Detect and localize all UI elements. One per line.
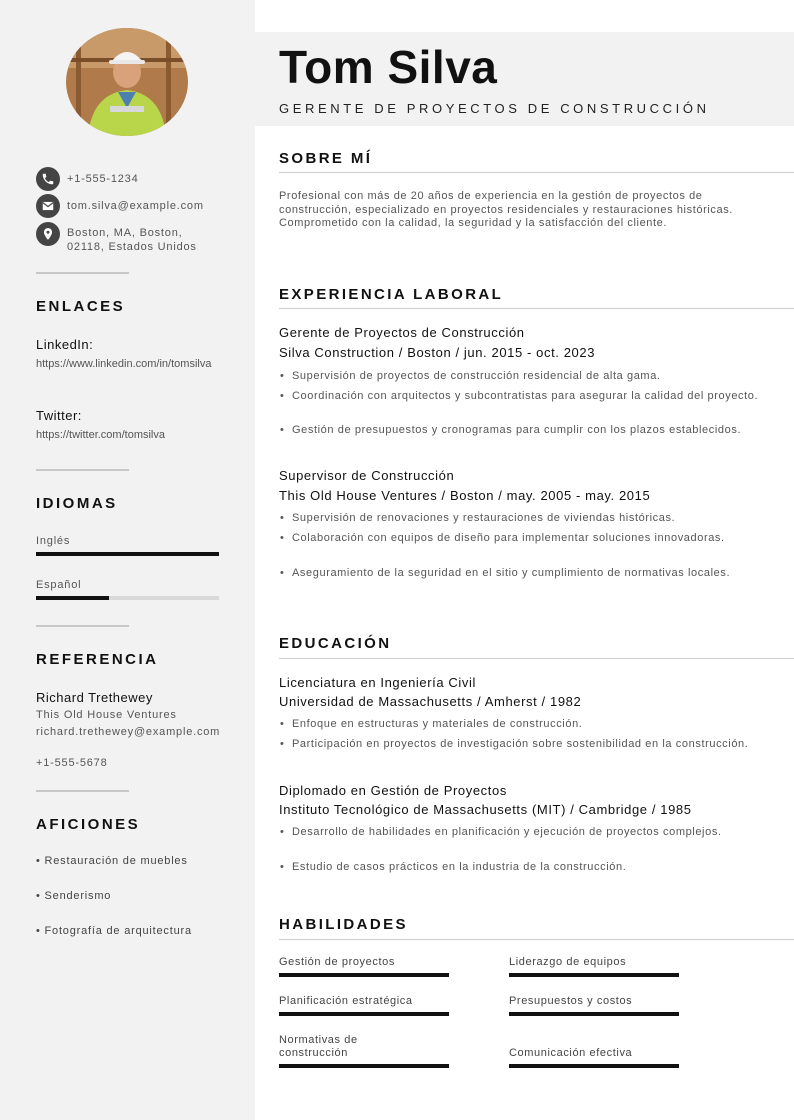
section-divider xyxy=(279,308,794,309)
hobby-text: Restauración de muebles xyxy=(44,855,188,867)
hobby-item: • Fotografía de arquitectura xyxy=(36,925,192,937)
degree-bullet: • Estudio de casos prácticos en la industria de la construcción. xyxy=(279,861,769,875)
degree-title: Licenciatura en Ingeniería Civil xyxy=(279,675,476,690)
profile-photo-image xyxy=(66,28,188,136)
skill-name: Planificación estratégica xyxy=(279,995,413,1007)
profile-photo xyxy=(66,28,188,136)
phone-text: +1-555-1234 xyxy=(67,173,139,185)
email-text: tom.silva@example.com xyxy=(67,200,204,212)
linkedin-link[interactable]: https://www.linkedin.com/in/tomsilva xyxy=(36,358,212,370)
degree-bullet: • Participación en proyectos de investigación sobre sostenibilidad en la construcción. xyxy=(279,738,769,752)
about-heading: SOBRE MÍ xyxy=(279,150,373,167)
candidate-name: Tom Silva xyxy=(279,41,498,93)
links-heading: ENLACES xyxy=(36,298,126,315)
language-level-fill xyxy=(36,596,109,600)
degree-details: Instituto Tecnológico de Massachusetts (MIT) / Cambridge / 1985 xyxy=(279,802,692,817)
education-heading: EDUCACIÓN xyxy=(279,635,392,652)
reference-name: Richard Trethewey xyxy=(36,690,153,705)
job-bullet: • Colaboración con equipos de diseño para implementar soluciones innovadoras. xyxy=(279,532,769,546)
skill-name: Liderazgo de equipos xyxy=(509,956,627,968)
linkedin-label: LinkedIn: xyxy=(36,337,94,352)
languages-heading: IDIOMAS xyxy=(36,495,118,512)
about-text: Profesional con más de 20 años de experiencia en la gestión de proyectos de construcción, especializado en proyectos residenciales y restauraciones históricas. Comprometido con la calidad, la seguridad y la satisfacción del cliente. xyxy=(279,190,733,229)
skill-bar xyxy=(279,1012,449,1016)
skill-name: Normativas de construcción xyxy=(279,1034,358,1059)
skill-bar xyxy=(279,973,449,977)
degree-title: Diplomado en Gestión de Proyectos xyxy=(279,783,507,798)
job-bullet: • Supervisión de proyectos de construcción residencial de alta gama. xyxy=(279,370,769,384)
hobby-item: • Senderismo xyxy=(36,890,112,902)
skill-name: Gestión de proyectos xyxy=(279,956,395,968)
phone-icon xyxy=(36,167,60,191)
degree-bullet: • Desarrollo de habilidades en planificación y ejecución de proyectos complejos. xyxy=(279,826,769,840)
hobbies-heading: AFICIONES xyxy=(36,816,141,833)
hobby-text: Senderismo xyxy=(44,890,112,902)
contact-phone xyxy=(36,167,139,191)
skill-bar xyxy=(509,973,679,977)
skill-bar xyxy=(279,1064,449,1068)
job-bullet: • Supervisión de renovaciones y restauraciones de viviendas históricas. xyxy=(279,512,769,526)
reference-email: richard.trethewey@example.com xyxy=(36,726,221,738)
hobby-text: Fotografía de arquitectura xyxy=(44,925,192,937)
degree-bullet: • Enfoque en estructuras y materiales de construcción. xyxy=(279,718,769,732)
skills-heading: HABILIDADES xyxy=(279,916,408,933)
section-divider xyxy=(279,172,794,173)
reference-heading: REFERENCIA xyxy=(36,651,159,668)
contact-email xyxy=(36,194,204,218)
language-name: Inglés xyxy=(36,535,71,547)
contact-address xyxy=(36,222,212,254)
skill-bar xyxy=(509,1064,679,1068)
sidebar-divider xyxy=(36,469,129,471)
language-level-bar xyxy=(36,552,219,556)
job-details: This Old House Ventures / Boston / may. 2005 - may. 2015 xyxy=(279,488,651,503)
candidate-title: GERENTE DE PROYECTOS DE CONSTRUCCIÓN xyxy=(279,101,710,116)
job-bullet: • Gestión de presupuestos y cronogramas para cumplir con los plazos establecidos. xyxy=(279,424,769,438)
section-divider xyxy=(279,658,794,659)
sidebar-divider xyxy=(36,272,129,274)
job-bullet: • Coordinación con arquitectos y subcontratistas para asegurar la calidad del proyecto. xyxy=(279,390,769,404)
job-title: Supervisor de Construcción xyxy=(279,468,455,483)
section-divider xyxy=(279,939,794,940)
language-level-fill xyxy=(36,552,219,556)
sidebar-divider xyxy=(36,790,129,792)
degree-details: Universidad de Massachusetts / Amherst / 1982 xyxy=(279,694,582,709)
email-icon xyxy=(36,194,60,218)
address-text: Boston, MA, Boston, 02118, Estados Unidos xyxy=(67,227,197,253)
language-level-bar xyxy=(36,596,219,600)
reference-company: This Old House Ventures xyxy=(36,709,177,721)
hobby-item: • Restauración de muebles xyxy=(36,855,188,867)
skill-name: Presupuestos y costos xyxy=(509,995,633,1007)
experience-heading: EXPERIENCIA LABORAL xyxy=(279,286,504,303)
twitter-link[interactable]: https://twitter.com/tomsilva xyxy=(36,429,165,441)
skill-name: Comunicación efectiva xyxy=(509,1047,633,1059)
job-bullet: • Aseguramiento de la seguridad en el sitio y cumplimiento de normativas locales. xyxy=(279,567,769,581)
job-title: Gerente de Proyectos de Construcción xyxy=(279,325,525,340)
twitter-label: Twitter: xyxy=(36,408,82,423)
reference-phone: +1-555-5678 xyxy=(36,757,108,769)
language-name: Español xyxy=(36,579,82,591)
job-details: Silva Construction / Boston / jun. 2015 - oct. 2023 xyxy=(279,345,596,360)
sidebar-divider xyxy=(36,625,129,627)
skill-bar xyxy=(509,1012,679,1016)
location-pin-icon xyxy=(36,222,60,246)
